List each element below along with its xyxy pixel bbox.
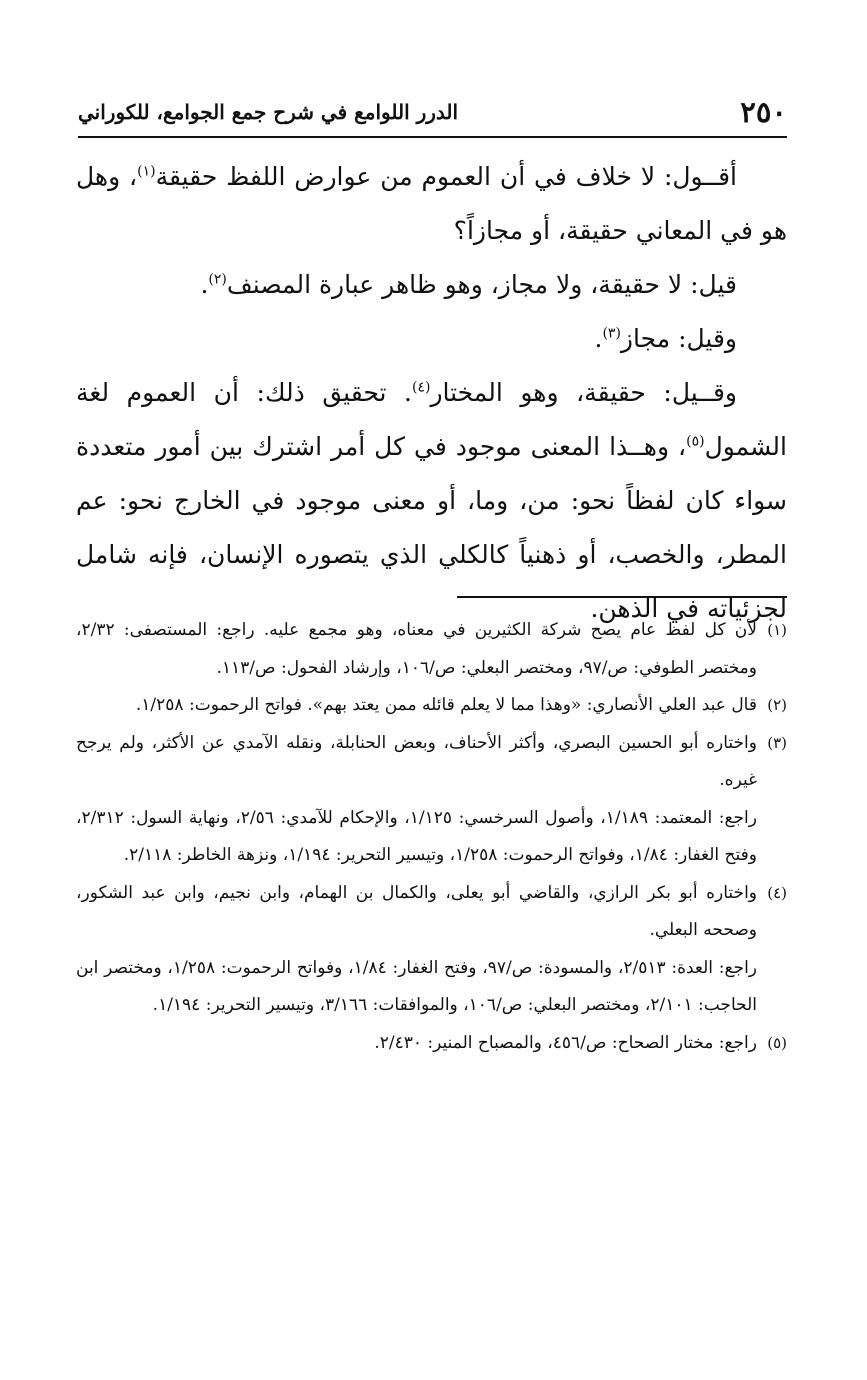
paragraph-text: .: [594, 324, 603, 353]
footnote-number: (٤): [767, 883, 787, 902]
paragraph-text: وقيل: مجاز: [620, 324, 737, 353]
paragraph-text: ، وهل هو في المعاني حقيقة، أو مجازاً؟: [76, 162, 787, 245]
book-title: الدرر اللوامع في شرح جمع الجوامع، للكوراني: [78, 100, 459, 124]
page-number: ٢٥٠: [740, 95, 787, 129]
paragraph-text: أقــول: لا خلاف في أن العموم من عوارض اللفظ حقيقة: [155, 162, 737, 191]
footnote-4: [76, 875, 787, 950]
footnote-text: قال عبد العلي الأنصاري: «وهذا مما لا يعلم قائله ممن يعتد بهم». فواتح الرحموت: ١/٢٥٨.: [135, 695, 757, 715]
footnote-divider: [457, 596, 787, 598]
footnote-3: [76, 725, 787, 800]
footnote-number: (٣): [767, 733, 787, 752]
footnote-3-references: راجع: المعتمد: ١/١٨٩، وأصول السرخسي: ١/١٢٥، والإحكام للآمدي: ٢/٥٦، ونهاية السول: ٢/٣١٢، وفتح الغفار: ١/٨٤، وفواتح الرحموت: ١/٢٥٨، وتيسير التحرير: ١/١٩٤، ونزهة الخاطر: ٢/١١٨.: [76, 807, 757, 865]
footnotes: [76, 612, 787, 1062]
footnote-text: راجع: مختار الصحاح: ص/٤٥٦، والمصباح المنير: ٢/٤٣٠.: [374, 1032, 757, 1053]
paragraph-2: [76, 258, 787, 312]
footnote-5: [76, 1025, 787, 1063]
footnote-ref-3[interactable]: (٣): [602, 325, 621, 342]
paragraph-text: قيل: لا حقيقة، ولا مجاز، وهو ظاهر عبارة المصنف: [226, 270, 737, 299]
paragraph-text: وقــيل: حقيقة، وهو المختار: [430, 378, 737, 407]
footnote-text: لأن كل لفظ عام يصح شركة الكثيرين في معناه، وهو مجمع عليه. راجع: المستصفى: ٢/٣٢، ومختصر الطوفي: ص/٩٧، ومختصر البعلي: ص/١٠٦، وإرشاد الفحول: ص/١١٣.: [76, 620, 757, 678]
footnote-2: [76, 687, 787, 725]
footnote-ref-4[interactable]: (٤): [411, 379, 431, 396]
paragraph-3: [76, 312, 787, 366]
footnote-ref-2[interactable]: (٢): [208, 271, 227, 288]
paragraph-1: [76, 150, 787, 258]
paragraph-text: . تحقيق ذلك: أن العموم لغة الشمول: [76, 378, 787, 461]
main-text: [76, 150, 787, 636]
paragraph-text: .: [200, 270, 209, 299]
footnote-ref-5[interactable]: (٥): [686, 433, 705, 450]
footnote-number: (٢): [767, 696, 787, 714]
footnote-number: (١): [767, 621, 787, 639]
footnote-1: [76, 612, 787, 687]
footnote-4-references: راجع: العدة: ٢/٥١٣، والمسودة: ص/٩٧، وفتح الغفار: ١/٨٤، وفواتح الرحموت: ١/٢٥٨، ومختصر ابن الحاجب: ٢/١٠١، ومختصر البعلي: ص/١٠٦، والموافقات: ٣/١٦٦، وتيسير التحرير: ١/١٩٤.: [76, 957, 757, 1015]
footnote-text: واختاره أبو الحسين البصري، وأكثر الأحناف، وبعض الحنابلة، ونقله الآمدي عن الأكثر، ولم يرجح غيره.: [76, 732, 757, 790]
footnote-number: (٥): [767, 1033, 787, 1052]
footnote-ref-1[interactable]: (١): [137, 163, 156, 180]
running-header: [78, 88, 787, 138]
footnote-text: واختاره أبو بكر الرازي، والقاضي أبو يعلى، والكمال بن الهمام، وابن نجيم، وابن عبد الشكور، وصححه البعلي.: [76, 882, 757, 940]
paragraph-text: ، وهــذا المعنى موجود في كل أمر اشترك بين أمور متعددة سواء كان لفظاً نحو: من، وما، أو معنى موجود في الخارج نحو: عم المطر، والخصب، أو ذهنياً كالكلي الذي يتصوره الإنسان، فإنه شامل لجزئياته في الذهن.: [76, 432, 787, 623]
